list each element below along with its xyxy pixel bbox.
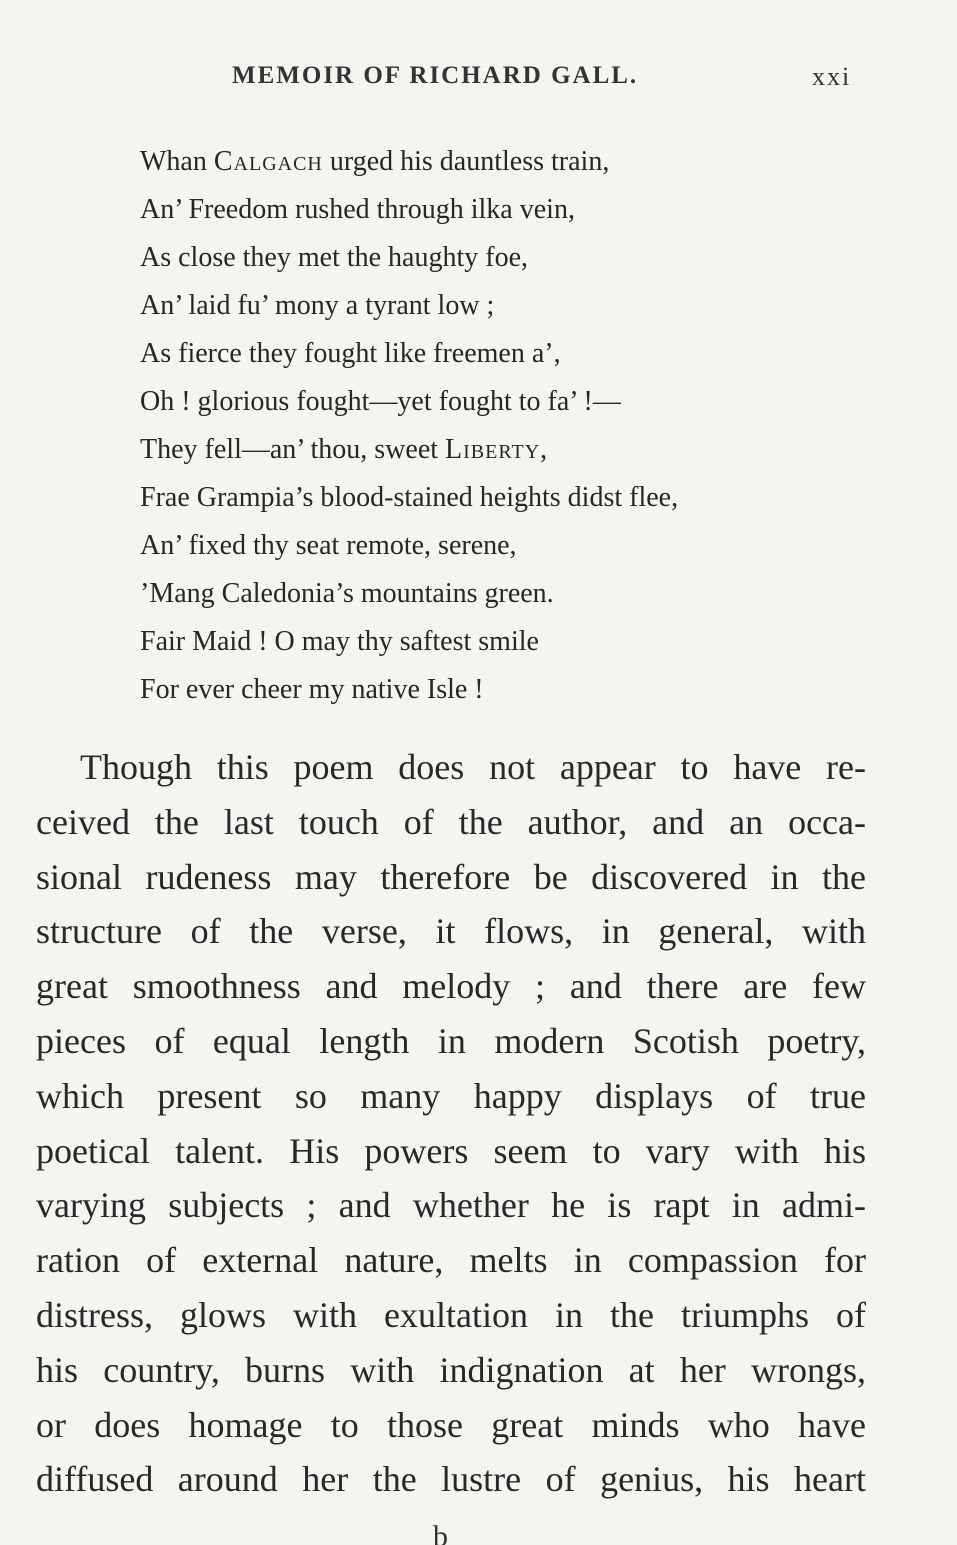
page-header (0, 62, 957, 98)
paragraph-line: sional rudeness may therefore be discovered in the (36, 856, 866, 897)
verse-line: For ever cheer my native Isle ! (140, 674, 484, 705)
verse-line: As fierce they fought like freemen a’, (140, 338, 561, 369)
poem-excerpt (140, 138, 840, 714)
paragraph-line: great smoothness and melody ; and there are few (36, 966, 866, 1007)
paragraph-line: structure of the verse, it flows, in general, with (36, 911, 866, 952)
verse-line: Oh ! glorious fought—yet fought to fa’ !— (140, 386, 621, 417)
paragraph-line: ration of external nature, melts in compassion for (36, 1240, 866, 1281)
paragraph-line: which present so many happy displays of true (36, 1075, 866, 1116)
paragraph-line: poetical talent. His powers seem to vary with his (36, 1130, 866, 1171)
verse-line: Whan Calgach urged his dauntless train, (140, 146, 610, 177)
verse-line: As close they met the haughty foe, (140, 242, 529, 273)
signature-mark: b (433, 1520, 448, 1545)
verse-line: Fair Maid ! O may thy saftest smile (140, 626, 539, 657)
paragraph-line: or does homage to those great minds who have (36, 1404, 866, 1445)
paragraph-line: Though this poem does not appear to have re- (80, 747, 866, 787)
paragraph-line: varying subjects ; and whether he is rapt in admi- (36, 1185, 866, 1226)
verse-line: An’ Freedom rushed through ilka vein, (140, 194, 575, 225)
page-number: xxi (812, 62, 852, 91)
verse-line: They fell—an’ thou, sweet Liberty, (140, 434, 548, 465)
paragraph-line: ceived the last touch of the author, and an occa- (36, 801, 866, 842)
verse-line: An’ fixed thy seat remote, serene, (140, 530, 517, 561)
running-title: MEMOIR OF RICHARD GALL. (232, 62, 639, 89)
paragraph-line: his country, burns with indignation at her wrongs, (36, 1349, 866, 1390)
paragraph-line: diffused around her the lustre of genius, his heart (36, 1459, 866, 1500)
verse-line: ’Mang Caledonia’s mountains green. (140, 578, 554, 609)
body-paragraph (36, 740, 866, 1507)
paragraph-line: pieces of equal length in modern Scotish poetry, (36, 1020, 866, 1061)
verse-line: An’ laid fu’ mony a tyrant low ; (140, 290, 495, 321)
paragraph-line: distress, glows with exultation in the triumphs of (36, 1294, 866, 1335)
verse-line: Frae Grampia’s blood-stained heights didst flee, (140, 482, 679, 513)
